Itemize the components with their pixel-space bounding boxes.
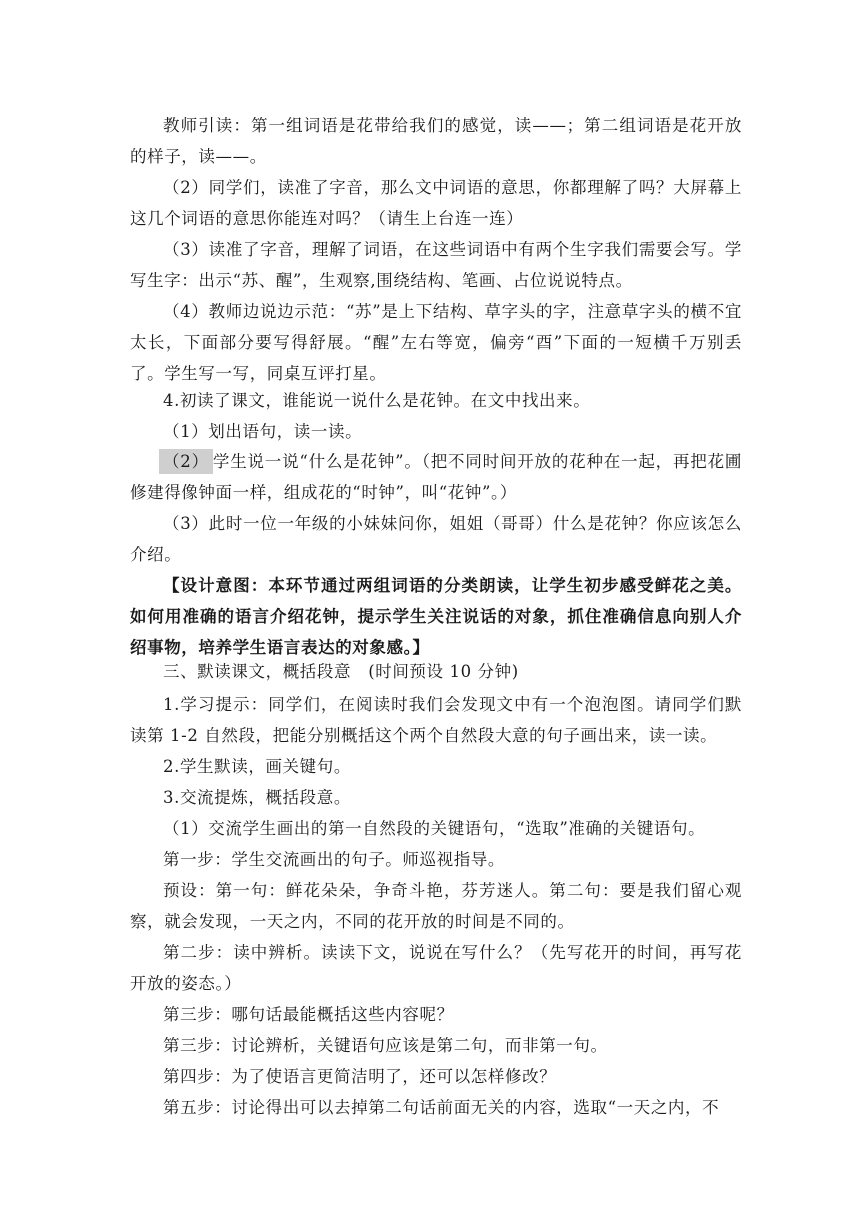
paragraph-step-three-a: 第三步：哪句话最能概括这些内容呢？ xyxy=(163,1005,454,1024)
paragraph-sub-2 xyxy=(130,446,742,508)
paragraph-step-four: 第四步：为了使语言更简洁明了，还可以怎样修改？ xyxy=(163,1067,557,1086)
paragraph-step-2: （2）同学们，读准了字音，那么文中词语的意思，你都理解了吗？大屏幕上这几个词语的意思你能连对吗？（请生上台连一连） xyxy=(130,178,742,228)
paragraph-summarize: 3.交流提炼，概括段意。 xyxy=(163,788,351,807)
paragraph-step-3: （3）读准了字音，理解了词语，在这些词语中有两个生字我们需要会写。学写生字：出示“苏、醒”，生观察,围绕结构、笔画、占位说说特点。 xyxy=(130,240,742,290)
paragraph-sub-3: （3）此时一位一年级的小妹妹问你，姐姐（哥哥）什么是花钟？你应该怎么介绍。 xyxy=(130,514,742,564)
paragraph-step-one: 第一步：学生交流画出的句子。师巡视指导。 xyxy=(163,850,505,869)
paragraph-key-sentence: （1）交流学生画出的第一自然段的关键语句，“选取”准确的关键语句。 xyxy=(163,819,706,838)
paragraph-section-4: 4.初读了课文，谁能说一说什么是花钟。在文中找出来。 xyxy=(163,391,591,410)
paragraph-design-intent: 【设计意图：本环节通过两组词语的分类朗读，让学生初步感受鲜花之美。如何用准确的语言介绍花钟，提示学生关注说话的对象，抓住准确信息向别人介绍事物，培养学生语言表达的对象感。】 xyxy=(130,576,742,657)
section-heading-3: 三、默读课文，概括段意 (时间预设 10 分钟) xyxy=(163,662,519,681)
paragraph-step-five: 第五步：讨论得出可以去掉第二句话前面无关的内容，选取“一天之内，不 xyxy=(163,1098,720,1117)
paragraph-silent-read: 2.学生默读，画关键句。 xyxy=(163,757,351,776)
paragraph-sub-1: （1）划出语句，读一读。 xyxy=(163,422,363,441)
paragraph-step-three-b: 第三步：讨论辨析，关键语句应该是第二句，而非第一句。 xyxy=(163,1036,608,1055)
highlight-marker: （2） xyxy=(159,449,213,474)
paragraph-teacher-guide: 教师引读：第一组词语是花带给我们的感觉，读——；第二组词语是花开放的样子，读——。 xyxy=(130,116,742,166)
paragraph-sub-2-text: 学生说一说“什么是花钟”。（把不同时间开放的花种在一起，再把花圃修建得像钟面一样，组成花的“时钟”，叫“花钟”。） xyxy=(130,452,742,502)
paragraph-step-4: （4）教师边说边示范：“苏”是上下结构、草字头的字，注意草字头的横不宜太长，下面部分要写得舒展。“醒”左右等宽，偏旁“酉”下面的一短横千万别丢了。学生写一写，同桌互评打星。 xyxy=(130,302,742,383)
paragraph-learning-tip: 1.学习提示：同学们，在阅读时我们会发现文中有一个泡泡图。请同学们默读第 1-2 自然段，把能分别概括这个两个自然段大意的句子画出来，读一读。 xyxy=(130,695,742,745)
paragraph-preset: 预设：第一句：鲜花朵朵，争奇斗艳，芬芳迷人。第二句：要是我们留心观察，就会发现，一天之内，不同的花开放的时间是不同的。 xyxy=(130,881,742,931)
paragraph-step-two: 第二步：读中辨析。读读下文，说说在写什么？（先写花开的时间，再写花开放的姿态。） xyxy=(130,943,742,993)
